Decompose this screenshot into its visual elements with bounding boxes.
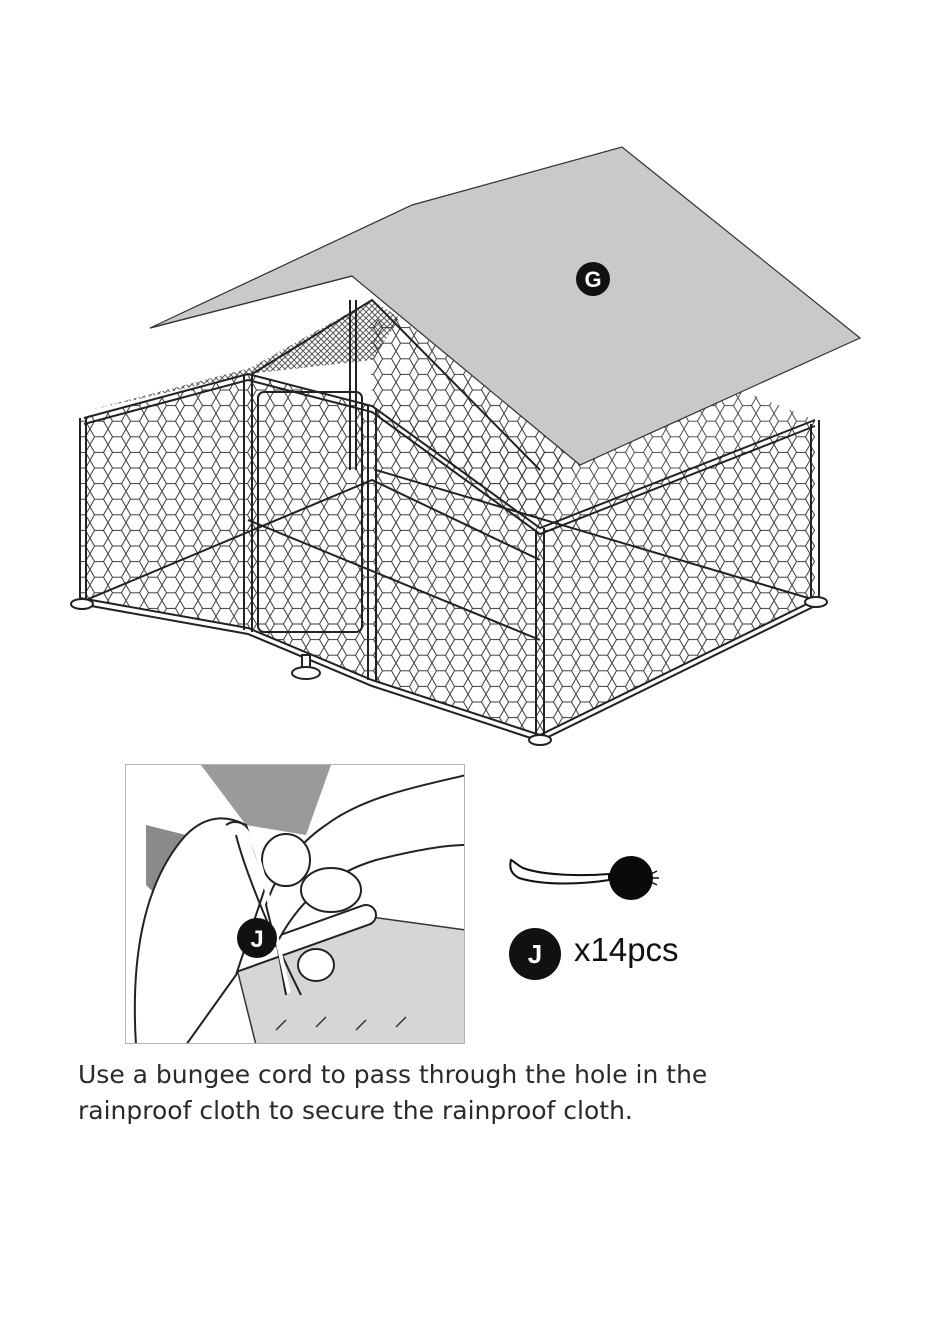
instruction-line-1: Use a bungee cord to pass through the hole in the xyxy=(78,1060,708,1089)
detail-label: J xyxy=(250,926,264,953)
roof-label: G xyxy=(584,267,602,292)
instruction-text xyxy=(78,1057,858,1129)
detail-inset xyxy=(125,764,465,1044)
instruction-line-2: rainproof cloth to secure the rainproof cloth. xyxy=(78,1096,633,1125)
hand-tying-illustration xyxy=(126,765,465,1044)
part-label: J xyxy=(527,938,543,969)
roof-label-badge xyxy=(576,262,610,296)
bungee-cord-icon xyxy=(505,850,665,900)
part-quantity: x14pcs xyxy=(574,931,679,968)
part-label-badge xyxy=(509,928,561,980)
